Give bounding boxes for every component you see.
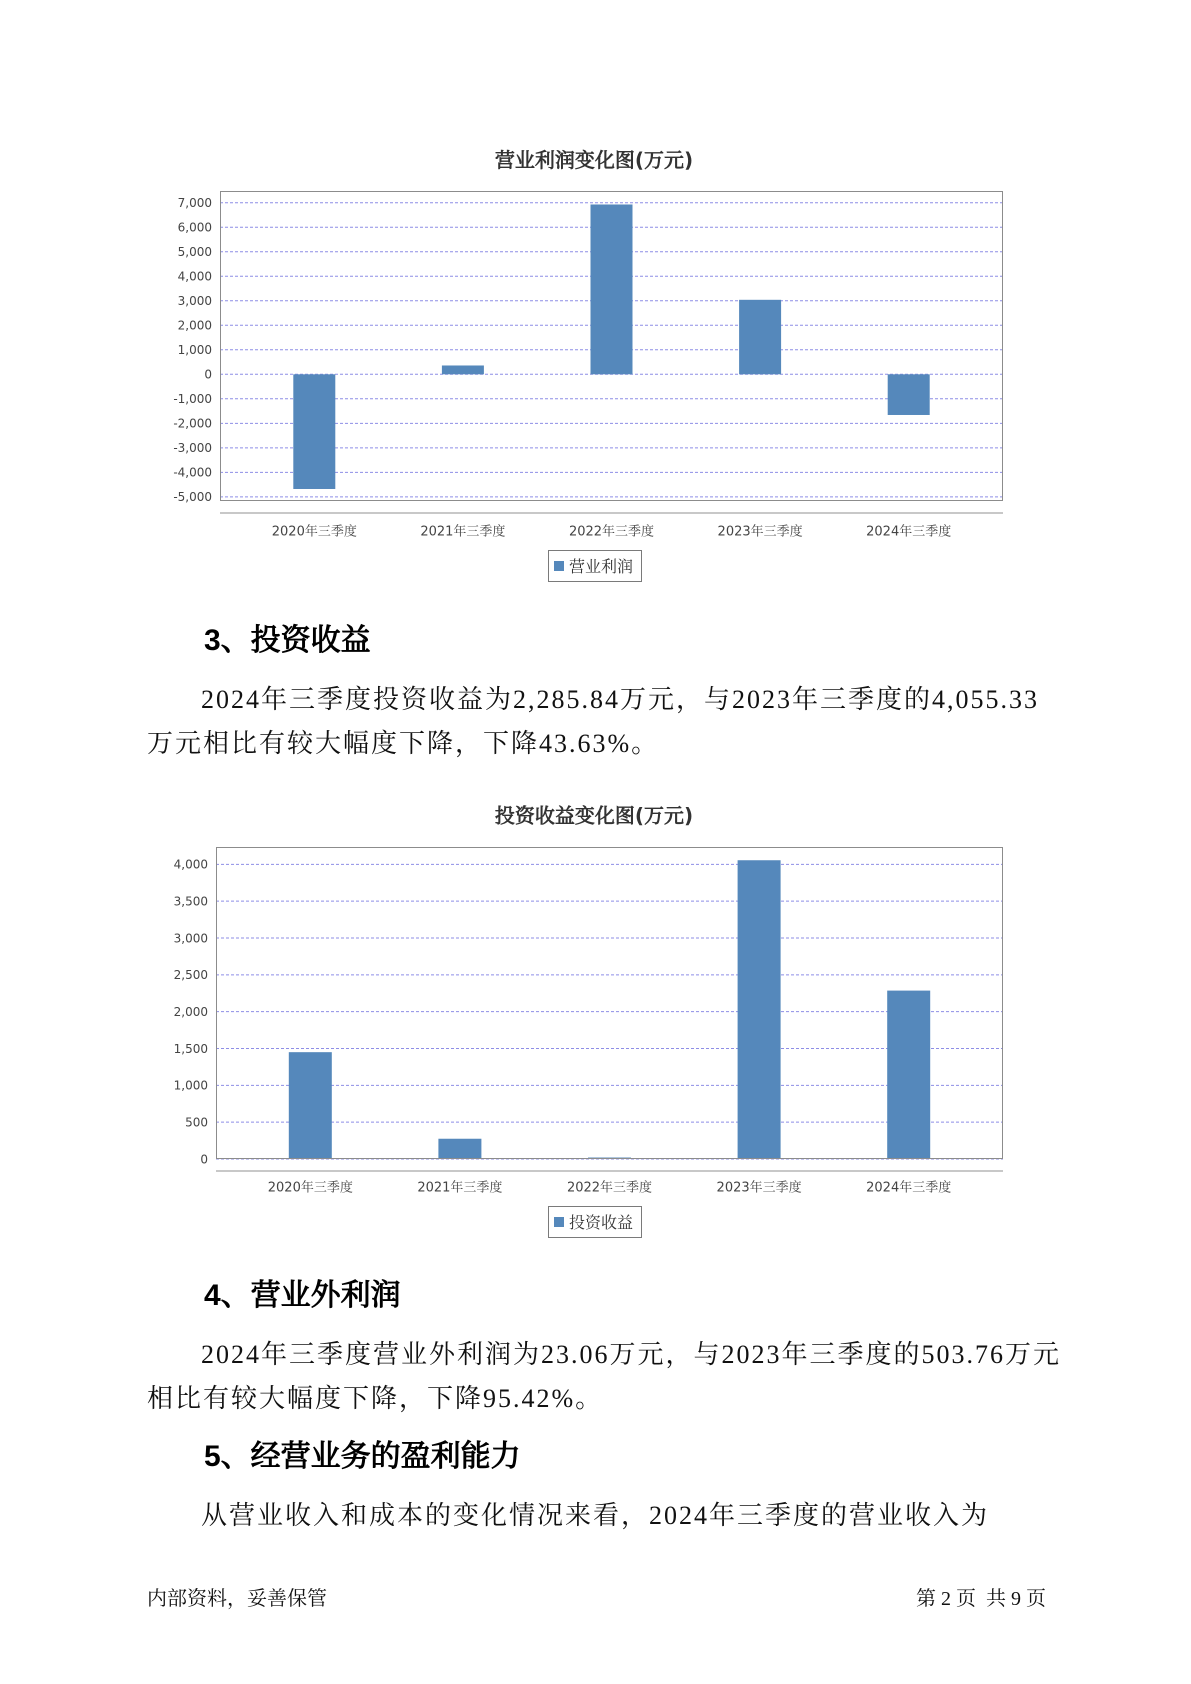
y-tick-label: 1,500 — [173, 1041, 208, 1056]
y-tick-label: 2,000 — [173, 1004, 208, 1019]
y-tick-label: -3,000 — [173, 441, 212, 456]
legend-swatch — [554, 561, 564, 571]
x-tick-label: 2023年三季度 — [716, 1180, 802, 1196]
investment-income-bar — [738, 860, 781, 1159]
legend — [549, 1207, 642, 1238]
x-tick-label: 2024年三季度 — [866, 1180, 952, 1196]
y-tick-label: -1,000 — [173, 392, 212, 407]
legend-swatch — [554, 1217, 564, 1227]
investment-income-bar — [887, 991, 930, 1159]
plot-area — [174, 847, 1003, 1196]
investment-income-bar — [438, 1139, 481, 1159]
x-tick-label: 2020年三季度 — [267, 1180, 353, 1196]
x-tick-label: 2024年三季度 — [866, 524, 952, 540]
operating-profit-bar — [591, 204, 633, 374]
investment-income-chart — [0, 790, 1191, 1260]
y-tick-label: 7,000 — [177, 196, 212, 211]
legend — [549, 551, 642, 582]
y-tick-label: 0 — [204, 367, 212, 382]
footer-confidential-note: 内部资料，妥善保管 — [147, 1588, 327, 1610]
y-tick-label: 1,000 — [173, 1078, 208, 1093]
y-tick-label: 0 — [200, 1152, 208, 1167]
y-tick-label: 6,000 — [177, 220, 212, 235]
y-tick-label: 2,000 — [177, 318, 212, 333]
x-tick-label: 2022年三季度 — [566, 1180, 653, 1196]
operating-profit-bar — [293, 374, 335, 489]
y-tick-label: 1,000 — [177, 343, 212, 358]
paragraph-line: 从营业收入和成本的变化情况来看，2024年三季度的营业收入为 — [201, 1501, 990, 1530]
chart-title: 投资收益变化图(万元) — [494, 803, 694, 828]
plot-area — [173, 191, 1003, 540]
plot-background — [216, 847, 1003, 1159]
legend-label: 投资收益 — [569, 1213, 634, 1232]
paragraph-line: 万元相比有较大幅度下降，下降43.63%。 — [147, 729, 660, 758]
y-tick-label: 4,000 — [173, 857, 208, 872]
y-tick-label: -4,000 — [173, 465, 212, 480]
operating-profit-bar — [888, 374, 930, 415]
x-tick-label: 2021年三季度 — [417, 1180, 503, 1196]
y-tick-label: 3,000 — [177, 294, 212, 309]
y-tick-label: 3,500 — [173, 894, 208, 909]
section-heading: 3、投资收益 — [204, 624, 371, 657]
x-tick-label: 2023年三季度 — [717, 524, 803, 540]
y-tick-label: 4,000 — [177, 269, 212, 284]
operating-profit-chart — [0, 130, 1191, 600]
investment-income-bar — [289, 1052, 332, 1159]
paragraph-line: 2024年三季度投资收益为2,285.84万元，与2023年三季度的4,055.33 — [201, 685, 1040, 714]
y-tick-label: 500 — [185, 1115, 208, 1130]
x-tick-label: 2021年三季度 — [420, 524, 506, 540]
legend-label: 营业利润 — [569, 557, 634, 576]
paragraph-line: 2024年三季度营业外利润为23.06万元，与2023年三季度的503.76万元 — [201, 1340, 1062, 1369]
y-tick-label: -5,000 — [173, 490, 212, 505]
y-tick-label: 2,500 — [173, 968, 208, 983]
paragraph-line: 相比有较大幅度下降，下降95.42%。 — [147, 1384, 604, 1413]
x-tick-label: 2022年三季度 — [568, 524, 655, 540]
y-tick-label: 5,000 — [177, 245, 212, 260]
y-tick-label: 3,000 — [173, 931, 208, 946]
y-tick-label: -2,000 — [173, 416, 212, 431]
footer-page-number: 第 2 页 共 9 页 — [916, 1588, 1046, 1610]
section-heading: 4、营业外利润 — [204, 1279, 401, 1312]
operating-profit-bar — [442, 365, 484, 374]
operating-profit-bar — [739, 300, 781, 374]
section-heading: 5、经营业务的盈利能力 — [204, 1440, 521, 1473]
chart-title: 营业利润变化图(万元) — [494, 148, 694, 172]
x-tick-label: 2020年三季度 — [271, 524, 357, 540]
